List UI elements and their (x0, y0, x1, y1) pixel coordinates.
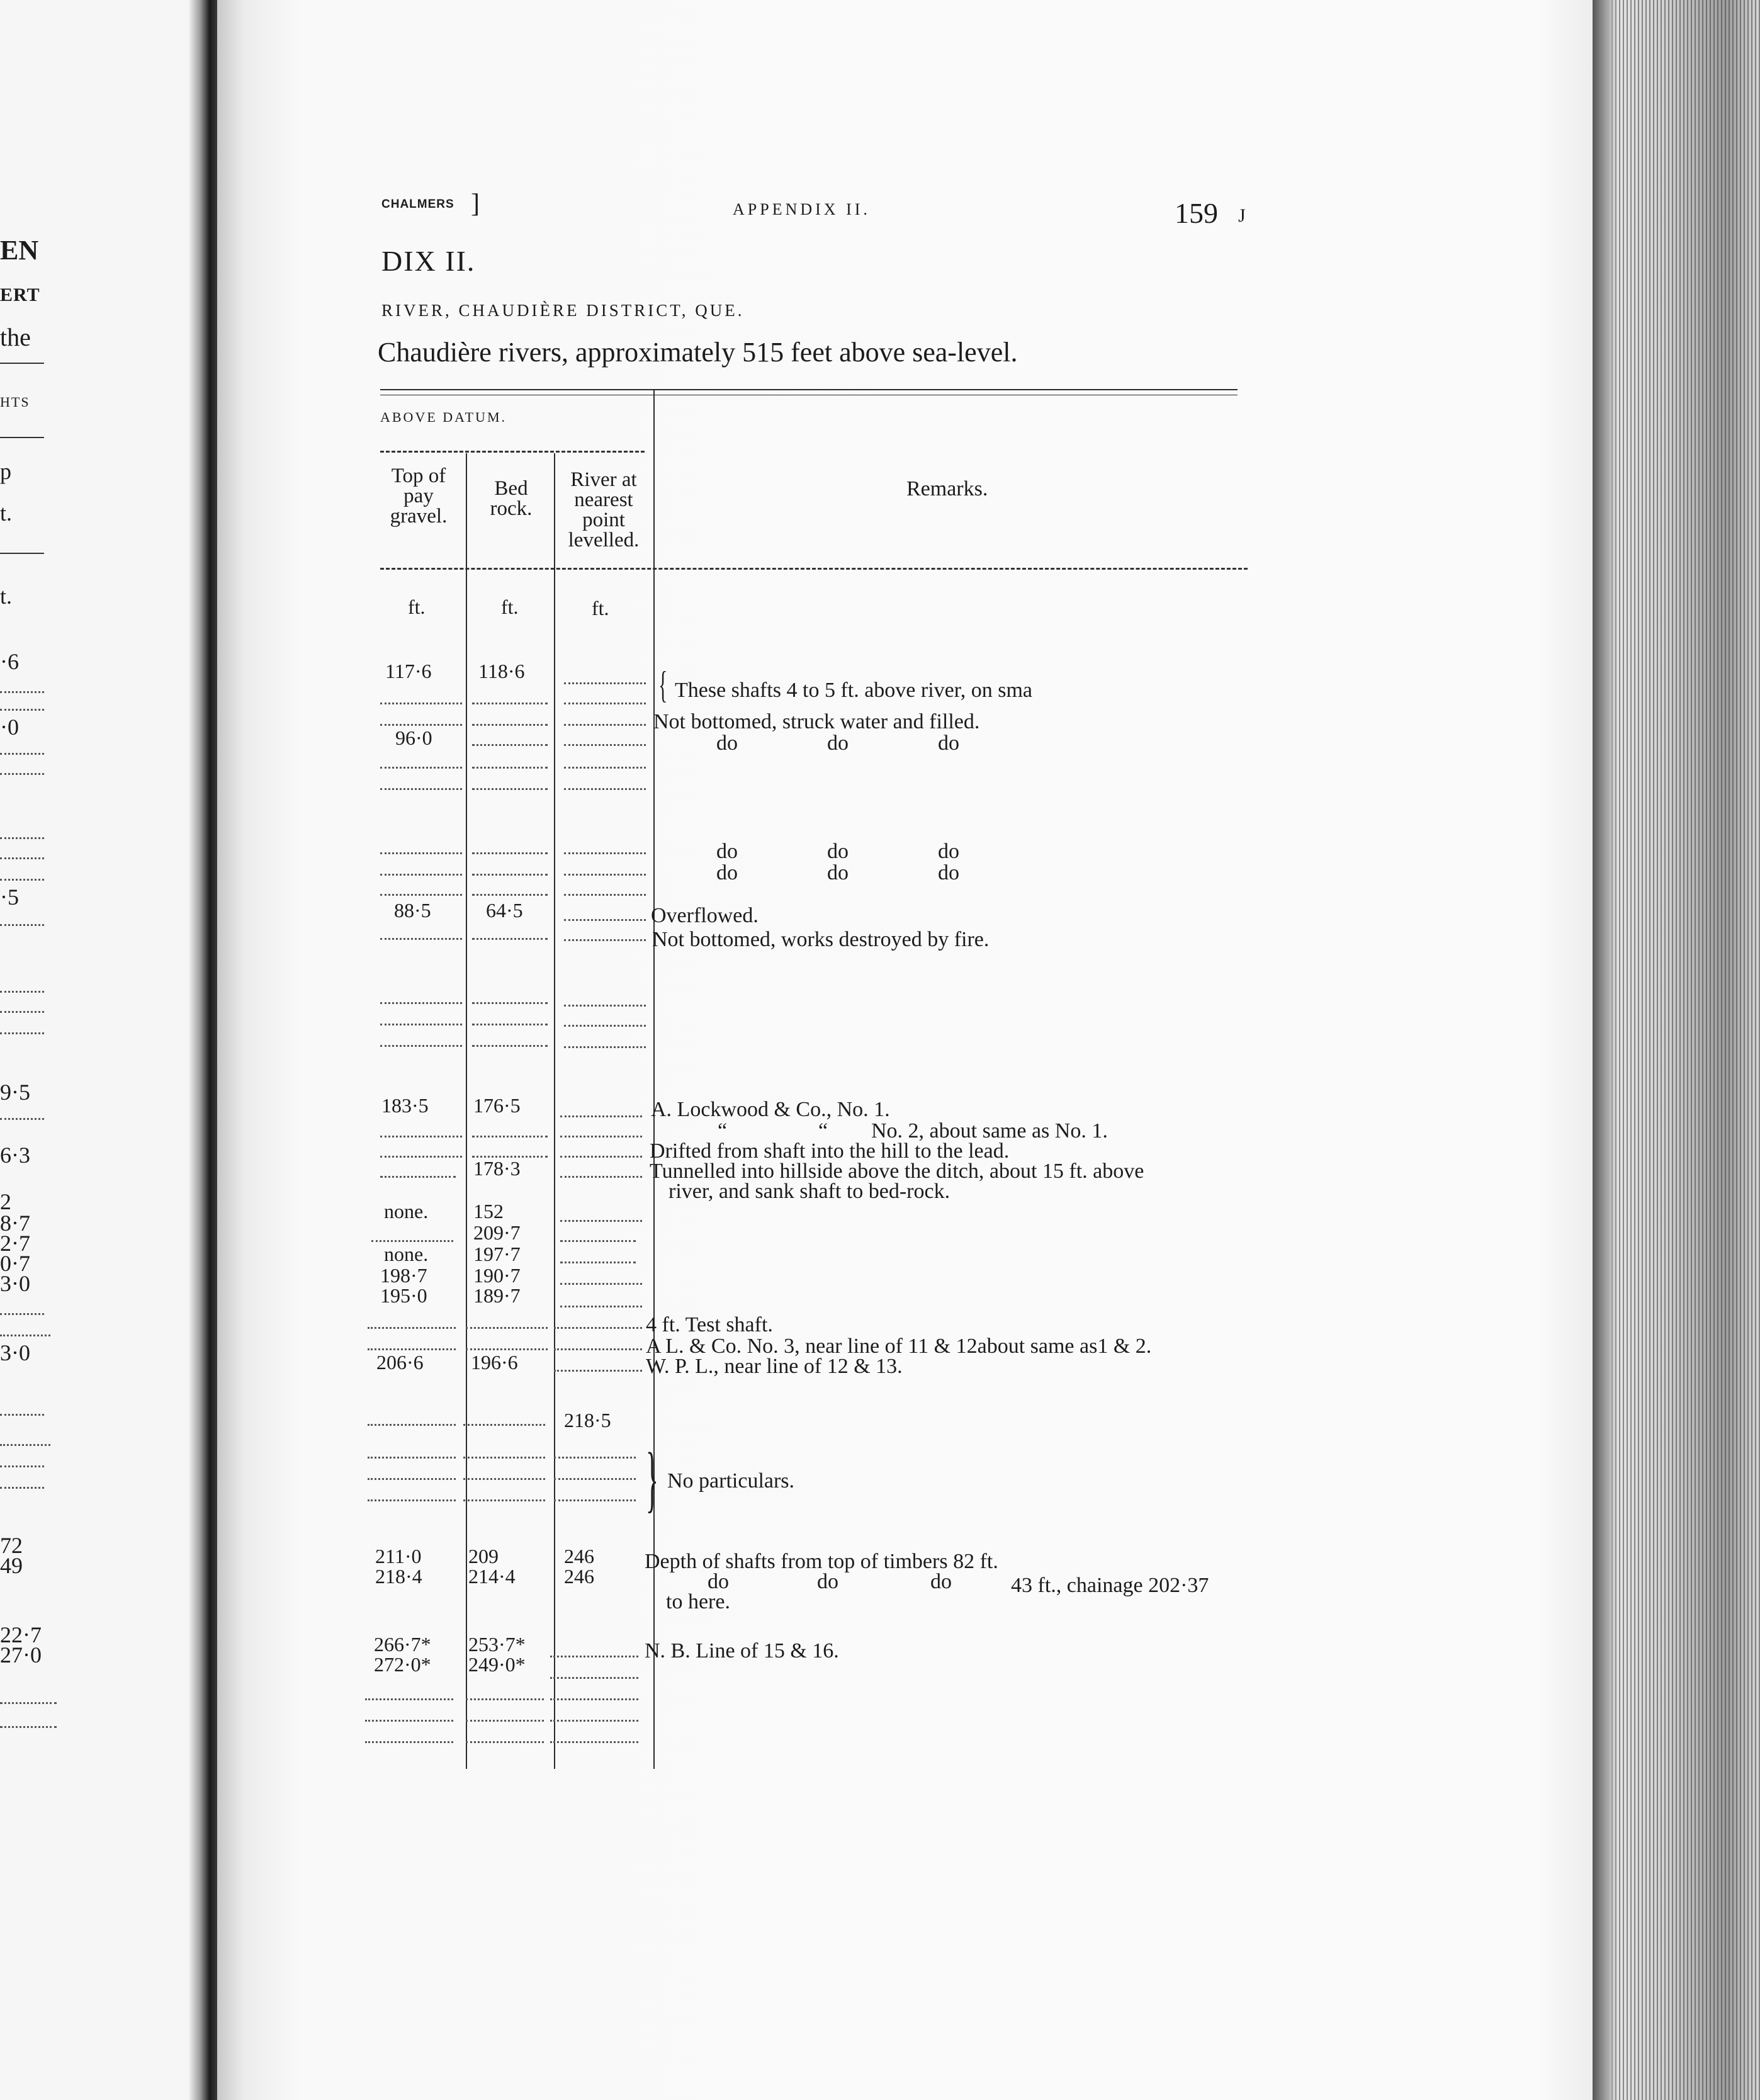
dot-leader (0, 691, 44, 693)
remark-text: river, and sank shaft to bed-rock. (668, 1180, 951, 1203)
remark-text: A. Lockwood & Co., No. 1. (651, 1098, 890, 1121)
dot-leader (380, 1176, 456, 1178)
remark-text: Depth of shafts from top of timbers 82 ft. (645, 1550, 998, 1573)
dot-leader (0, 1726, 57, 1728)
remark-text: to here. (666, 1590, 730, 1613)
dot-leader (550, 1677, 638, 1679)
column-header-remarks: Remarks. (906, 477, 988, 500)
dot-leader (0, 1335, 50, 1336)
dot-leader (564, 682, 646, 684)
dot-leader (560, 1115, 642, 1117)
left-fragment: t. (0, 584, 13, 609)
dot-leader (560, 1283, 642, 1285)
dot-leader (564, 1025, 646, 1027)
dot-leader (466, 1741, 544, 1743)
dot-leader (554, 1457, 636, 1459)
dot-leader (564, 939, 646, 941)
dot-leader (380, 1045, 462, 1047)
dot-leader (0, 753, 44, 755)
dot-leader (0, 1011, 44, 1013)
dot-leader (0, 1414, 44, 1416)
bed-rock-value: 189·7 (473, 1284, 521, 1307)
dot-leader (0, 879, 44, 881)
top-of-pay-gravel-value: 272·0* (374, 1653, 431, 1676)
dot-leader (466, 1348, 548, 1350)
left-fragment: 27·0 (0, 1642, 42, 1668)
dot-leader (472, 703, 548, 704)
dot-leader (0, 1313, 44, 1315)
dot-leader (368, 1478, 456, 1480)
bed-rock-value: 214·4 (468, 1565, 516, 1588)
river-at-nearest-point-value: 218·5 (564, 1409, 611, 1431)
dot-leader (380, 938, 462, 940)
left-fragment: ·5 (0, 884, 19, 910)
left-fragment: 49 (0, 1553, 23, 1578)
dot-leader (0, 991, 44, 993)
top-of-pay-gravel-value: 96·0 (395, 726, 432, 749)
dot-leader (365, 1720, 453, 1722)
ditto-quote: “ (718, 1119, 728, 1143)
dot-leader (0, 837, 44, 839)
dot-leader (380, 703, 462, 704)
left-fragment: 3·0 (0, 1271, 30, 1296)
brace: } (646, 1437, 658, 1520)
ditto-mark: do (938, 731, 959, 755)
left-fragment: ·0 (0, 714, 19, 740)
left-facing-page (0, 0, 208, 2100)
left-fragment: 72 (0, 1533, 23, 1558)
dot-leader (564, 894, 646, 896)
ditto-quote: “ (818, 1119, 828, 1143)
dot-leader (564, 1005, 646, 1007)
dot-leader (564, 919, 646, 921)
ditto-mark: do (708, 1570, 729, 1593)
bed-rock-value: 64·5 (486, 899, 523, 922)
header-line: River at (570, 468, 637, 491)
top-of-pay-gravel-value: 206·6 (376, 1351, 424, 1374)
table-group-heading: ABOVE DATUM. (380, 409, 507, 425)
dot-leader (560, 1262, 636, 1263)
dot-leader (380, 724, 462, 726)
river-at-nearest-point-value: 246 (564, 1565, 594, 1588)
dot-leader (466, 1327, 548, 1329)
remark-text: No. 2, about same as No. 1. (871, 1119, 1108, 1143)
river-at-nearest-point-value: 246 (564, 1545, 594, 1567)
column-header-top-of-pay-gravel (378, 466, 460, 526)
dot-leader (0, 1465, 44, 1467)
unit-label: ft. (408, 596, 426, 618)
dot-leader (564, 744, 646, 746)
dot-leader (554, 1348, 642, 1350)
remark-text: Not bottomed, struck water and filled. (653, 710, 980, 733)
ditto-mark: do (930, 1570, 952, 1593)
page-subline: Chaudière rivers, approximately 515 feet above sea-level. (378, 337, 1018, 368)
page-edge-shadow (1593, 0, 1618, 2100)
dot-leader (554, 1327, 642, 1329)
left-fragment: the (0, 323, 31, 351)
left-fragment: 2·7 (0, 1231, 30, 1256)
dot-leader (380, 852, 462, 854)
dot-leader (554, 1370, 642, 1372)
remark-text: Tunnelled into hillside above the ditch, about 15 ft. above (650, 1160, 1144, 1183)
left-rule (0, 553, 44, 554)
dot-leader (564, 1046, 646, 1048)
running-head-bracket: ] (471, 189, 480, 218)
dot-leader (380, 894, 462, 896)
dot-leader (380, 788, 462, 790)
bed-rock-value: 249·0* (468, 1653, 526, 1676)
dot-leader (0, 924, 44, 926)
dot-leader (472, 1045, 548, 1047)
dot-leader (368, 1457, 456, 1459)
dot-leader (380, 1024, 462, 1025)
column-divider (466, 453, 467, 1769)
dot-leader (564, 874, 646, 876)
dot-leader (472, 1002, 548, 1004)
remark-text: Overflowed. (651, 904, 759, 927)
header-line: rock. (490, 497, 533, 520)
dot-leader (463, 1499, 545, 1501)
dot-leader (560, 1306, 642, 1307)
dot-leader (463, 1478, 545, 1480)
dot-leader (380, 767, 462, 769)
left-fragment: 22·7 (0, 1622, 42, 1647)
ditto-mark: do (716, 861, 738, 884)
dot-leader (472, 788, 548, 790)
dot-leader (0, 857, 44, 859)
dot-leader (560, 1220, 642, 1222)
dot-leader (380, 874, 462, 876)
ditto-mark: do (827, 861, 849, 884)
bed-rock-value: 209 (468, 1545, 499, 1567)
dot-leader (0, 1032, 44, 1034)
dot-leader (472, 1136, 548, 1138)
top-of-pay-gravel-value: 183·5 (381, 1094, 429, 1117)
remark-text: A L. & Co. No. 3, near line of 11 & 12about same as1 & 2. (646, 1335, 1152, 1358)
dot-leader (380, 1156, 462, 1158)
bed-rock-value: 178·3 (473, 1157, 521, 1180)
left-fragment: 6·3 (0, 1143, 30, 1168)
left-rule (0, 437, 44, 438)
left-fragment: 9·5 (0, 1080, 30, 1105)
remark-text: These shafts 4 to 5 ft. above river, on sma (675, 679, 1032, 702)
dot-leader (564, 703, 646, 704)
left-fragment: 2 (0, 1189, 11, 1214)
dot-leader (550, 1720, 638, 1722)
header-line: Top of (391, 465, 446, 487)
top-of-pay-gravel-value: 198·7 (380, 1264, 427, 1287)
dot-leader (368, 1499, 456, 1501)
dot-leader (0, 773, 44, 775)
remark-text: 43 ft., chainage 202·37 (1011, 1574, 1209, 1597)
dot-leader (560, 1240, 636, 1242)
page-subtitle: RIVER, CHAUDIÈRE DISTRICT, QUE. (381, 301, 745, 320)
bed-rock-value: 197·7 (473, 1243, 521, 1265)
bed-rock-value: 152 (473, 1200, 504, 1222)
dot-leader (550, 1698, 638, 1700)
header-rule (380, 389, 1238, 390)
bed-rock-value: 209·7 (473, 1221, 521, 1244)
dot-leader (554, 1478, 636, 1480)
column-header-bed-rock (473, 478, 549, 519)
left-fragment: EN (0, 235, 39, 266)
dot-leader (368, 1424, 456, 1426)
dot-leader (472, 767, 548, 769)
ditto-mark: do (938, 861, 959, 884)
left-fragment: 8·7 (0, 1211, 30, 1236)
remark-text: W. P. L., near line of 12 & 13. (646, 1355, 903, 1378)
dot-leader (380, 1136, 462, 1138)
dot-leader (463, 1424, 545, 1426)
unit-label: ft. (501, 596, 519, 618)
dot-leader (0, 1487, 44, 1489)
left-fragment: ·6 (0, 649, 19, 674)
top-of-pay-gravel-value: 88·5 (394, 899, 431, 922)
top-of-pay-gravel-value: none. (384, 1243, 429, 1265)
dot-leader (0, 1444, 50, 1446)
header-line: gravel. (390, 505, 448, 528)
dot-leader (472, 744, 548, 746)
top-of-pay-gravel-value: 211·0 (375, 1545, 422, 1567)
left-fragment: 3·0 (0, 1340, 30, 1365)
bed-rock-value: 253·7* (468, 1633, 526, 1656)
dot-leader (564, 788, 646, 790)
header-line: levelled. (568, 529, 640, 551)
dot-leader (466, 1698, 544, 1700)
bed-rock-value: 118·6 (478, 660, 525, 682)
dot-leader (368, 1348, 456, 1350)
dot-leader (554, 1499, 636, 1501)
brace: { (658, 664, 668, 706)
top-of-pay-gravel-value: 117·6 (385, 660, 432, 682)
left-fragment: 0·7 (0, 1251, 30, 1276)
dot-leader (472, 874, 548, 876)
left-fragment: t. (0, 500, 13, 526)
left-fragment: HTS (0, 394, 30, 410)
ditto-mark: do (716, 840, 738, 863)
dot-leader (466, 1720, 544, 1722)
header-line: nearest (574, 488, 633, 511)
top-of-pay-gravel-value: 266·7* (374, 1633, 431, 1656)
dot-leader (371, 1240, 453, 1242)
dot-leader (380, 1002, 462, 1004)
dot-leader (560, 1136, 642, 1138)
ditto-mark: do (827, 840, 849, 863)
header-line: Bed (494, 477, 528, 500)
dot-leader (560, 1176, 642, 1178)
dot-leader (550, 1741, 638, 1743)
left-fragment: ERT (0, 285, 40, 305)
top-of-pay-gravel-value: 218·4 (375, 1565, 422, 1588)
dot-leader (0, 709, 44, 711)
dot-leader (564, 767, 646, 769)
dot-leader (0, 1702, 57, 1704)
column-header-river-at-nearest-point (556, 470, 651, 550)
column-divider (554, 453, 555, 1769)
dot-leader (472, 1024, 548, 1025)
running-head-author: CHALMERS (381, 198, 454, 211)
dot-leader (472, 894, 548, 896)
dot-leader (463, 1457, 545, 1459)
dot-leader (560, 1156, 642, 1158)
dot-leader (472, 852, 548, 854)
ditto-mark: do (716, 731, 738, 755)
dot-leader (365, 1698, 453, 1700)
running-head-section: APPENDIX II. (733, 200, 871, 218)
left-rule (0, 363, 44, 364)
ditto-mark: do (938, 840, 959, 863)
bed-rock-value: 176·5 (473, 1094, 521, 1117)
group-heading-rule (380, 451, 645, 453)
dot-leader (368, 1327, 456, 1329)
dot-leader (365, 1741, 453, 1743)
remark-text: Drifted from shaft into the hill to the lead. (650, 1139, 1010, 1163)
column-header-rule (380, 568, 1248, 570)
ditto-mark: do (827, 731, 849, 755)
top-of-pay-gravel-value: none. (384, 1200, 429, 1222)
dot-leader (564, 852, 646, 854)
page-title: DIX II. (381, 245, 476, 277)
header-line: point (582, 509, 625, 531)
remark-text: No particulars. (667, 1469, 795, 1493)
dot-leader (472, 938, 548, 940)
top-of-pay-gravel-value: 195·0 (380, 1284, 427, 1307)
dot-leader (564, 724, 646, 726)
page-number-suffix: J (1238, 205, 1246, 226)
ditto-mark: do (817, 1570, 838, 1593)
page-number: 159 (1175, 197, 1218, 229)
bed-rock-value: 196·6 (471, 1351, 518, 1374)
dot-leader (0, 1118, 44, 1120)
unit-label: ft. (592, 597, 609, 619)
left-fragment: p (0, 459, 11, 484)
bed-rock-value: 190·7 (473, 1264, 521, 1287)
remark-text: Not bottomed, works destroyed by fire. (652, 928, 990, 951)
dot-leader (472, 724, 548, 726)
dot-leader (550, 1656, 638, 1657)
remark-text: N. B. Line of 15 & 16. (645, 1639, 839, 1662)
remark-text: 4 ft. Test shaft. (646, 1313, 773, 1336)
header-line: pay (403, 485, 434, 507)
